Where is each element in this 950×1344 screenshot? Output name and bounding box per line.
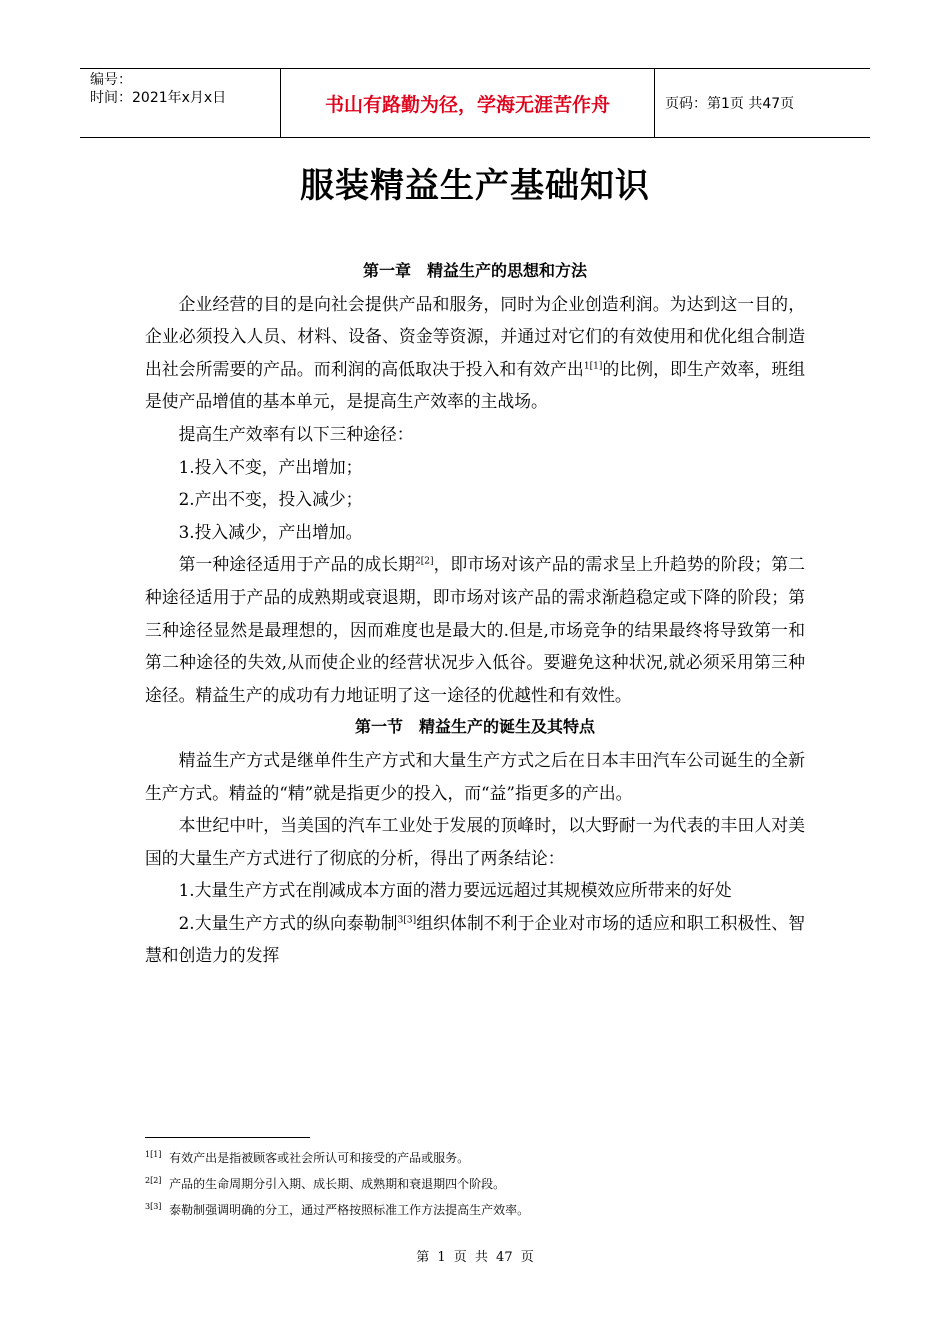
paragraph-text: 2.大量生产方式的纵向泰勒制 xyxy=(178,912,398,933)
paragraph xyxy=(145,288,805,418)
paragraph-text: 的比例，即生产效率，班组是使产品增值的基本单元，是提高生产效率的主战场。 xyxy=(145,358,805,412)
paragraph: 精益生产方式是继单件生产方式和大量生产方式之后在日本丰田汽车公司诞生的全新生产方式。精益的“精”就是指更少的投入，而“益”指更多的产出。 xyxy=(145,749,805,803)
footnote-mark: 2[2] xyxy=(145,1176,162,1185)
footnote-text: 产品的生命周期分引入期、成长期、成熟期和衰退期四个阶段。 xyxy=(169,1177,506,1191)
footnote xyxy=(145,1177,825,1192)
footnotes xyxy=(145,1151,825,1229)
footnote-text: 泰勒制强调明确的分工，通过严格按照标准工作方法提高生产效率。 xyxy=(169,1203,530,1217)
footnote-ref[interactable]: 1[1] xyxy=(583,361,603,372)
footnote xyxy=(145,1203,825,1218)
footnote-ref[interactable]: 3[3] xyxy=(397,915,417,926)
number-label: 编号： xyxy=(90,72,132,88)
list-item: 2.产出不变，投入减少； xyxy=(178,489,363,510)
time-label: 时间：2021年x月x日 xyxy=(90,90,227,106)
section-heading: 第一节 精益生产的诞生及其特点 xyxy=(354,717,595,737)
paragraph-text: ，即市场对该产品的需求呈上升趋势的阶段；第二种途径适用于产品的成熟期或衰退期，即市场对该产品的需求渐趋稳定或下降的阶段；第三种途径显然是最理想的，因而难度也是最大的.但是,市场竞争的结果最终将导致第一和第二种途径的失效,从而使企业的经营状况步入低谷。要避免这种状况,就必须采用第三种途径。精益生产的成功有力地证明了这一途径的优越性和有效性。 xyxy=(145,554,805,705)
paragraph-text: 组织体制不利于企业对市场的适应和职工积极性、智慧和创造力的发挥 xyxy=(145,912,805,966)
footnote-separator xyxy=(145,1137,310,1138)
list-item: 1.大量生产方式在削减成本方面的潜力要远远超过其规模效应所带来的好处 xyxy=(178,880,732,901)
list-item: 1.投入不变，产出增加； xyxy=(178,456,363,477)
page-footer: 第 1 页 共 47 页 xyxy=(416,1250,534,1265)
footnote-text: 有效产出是指被顾客或社会所认可和接受的产品或服务。 xyxy=(169,1151,470,1165)
footnote xyxy=(145,1151,825,1166)
document-title: 服装精益生产基础知识 xyxy=(300,166,650,206)
footnote-mark: 3[3] xyxy=(145,1202,162,1211)
page-info: 页码：第1页 共47页 xyxy=(665,96,795,112)
footnote-ref[interactable]: 2[2] xyxy=(415,556,434,567)
paragraph-text: 第一种途径适用于产品的成长期 xyxy=(178,554,415,575)
list-item xyxy=(145,907,805,972)
list-item: 3.投入减少，产出增加。 xyxy=(178,521,363,542)
motto: 书山有路勤为径，学海无涯苦作舟 xyxy=(281,69,655,137)
paragraph: 提高生产效率有以下三种途径： xyxy=(178,423,414,444)
header-left-cell xyxy=(80,69,281,137)
paragraph xyxy=(145,548,805,711)
chapter-heading: 第一章 精益生产的思想和方法 xyxy=(362,261,587,280)
document-body xyxy=(145,255,805,972)
header-table xyxy=(80,68,870,138)
paragraph-text: 企业经营的目的是向社会提供产品和服务，同时为企业创造利润。为达到这一目的，企业必须投入人员、材料、设备、资金等资源，并通过对它们的有效使用和优化组合制造出社会所需要的产品。而利润的高低取决于投入和有效产出 xyxy=(145,293,805,379)
paragraph: 本世纪中叶，当美国的汽车工业处于发展的顶峰时，以大野耐一为代表的丰田人对美国的大量生产方式进行了彻底的分析，得出了两条结论： xyxy=(145,815,805,868)
footnote-mark: 1[1] xyxy=(145,1150,162,1159)
